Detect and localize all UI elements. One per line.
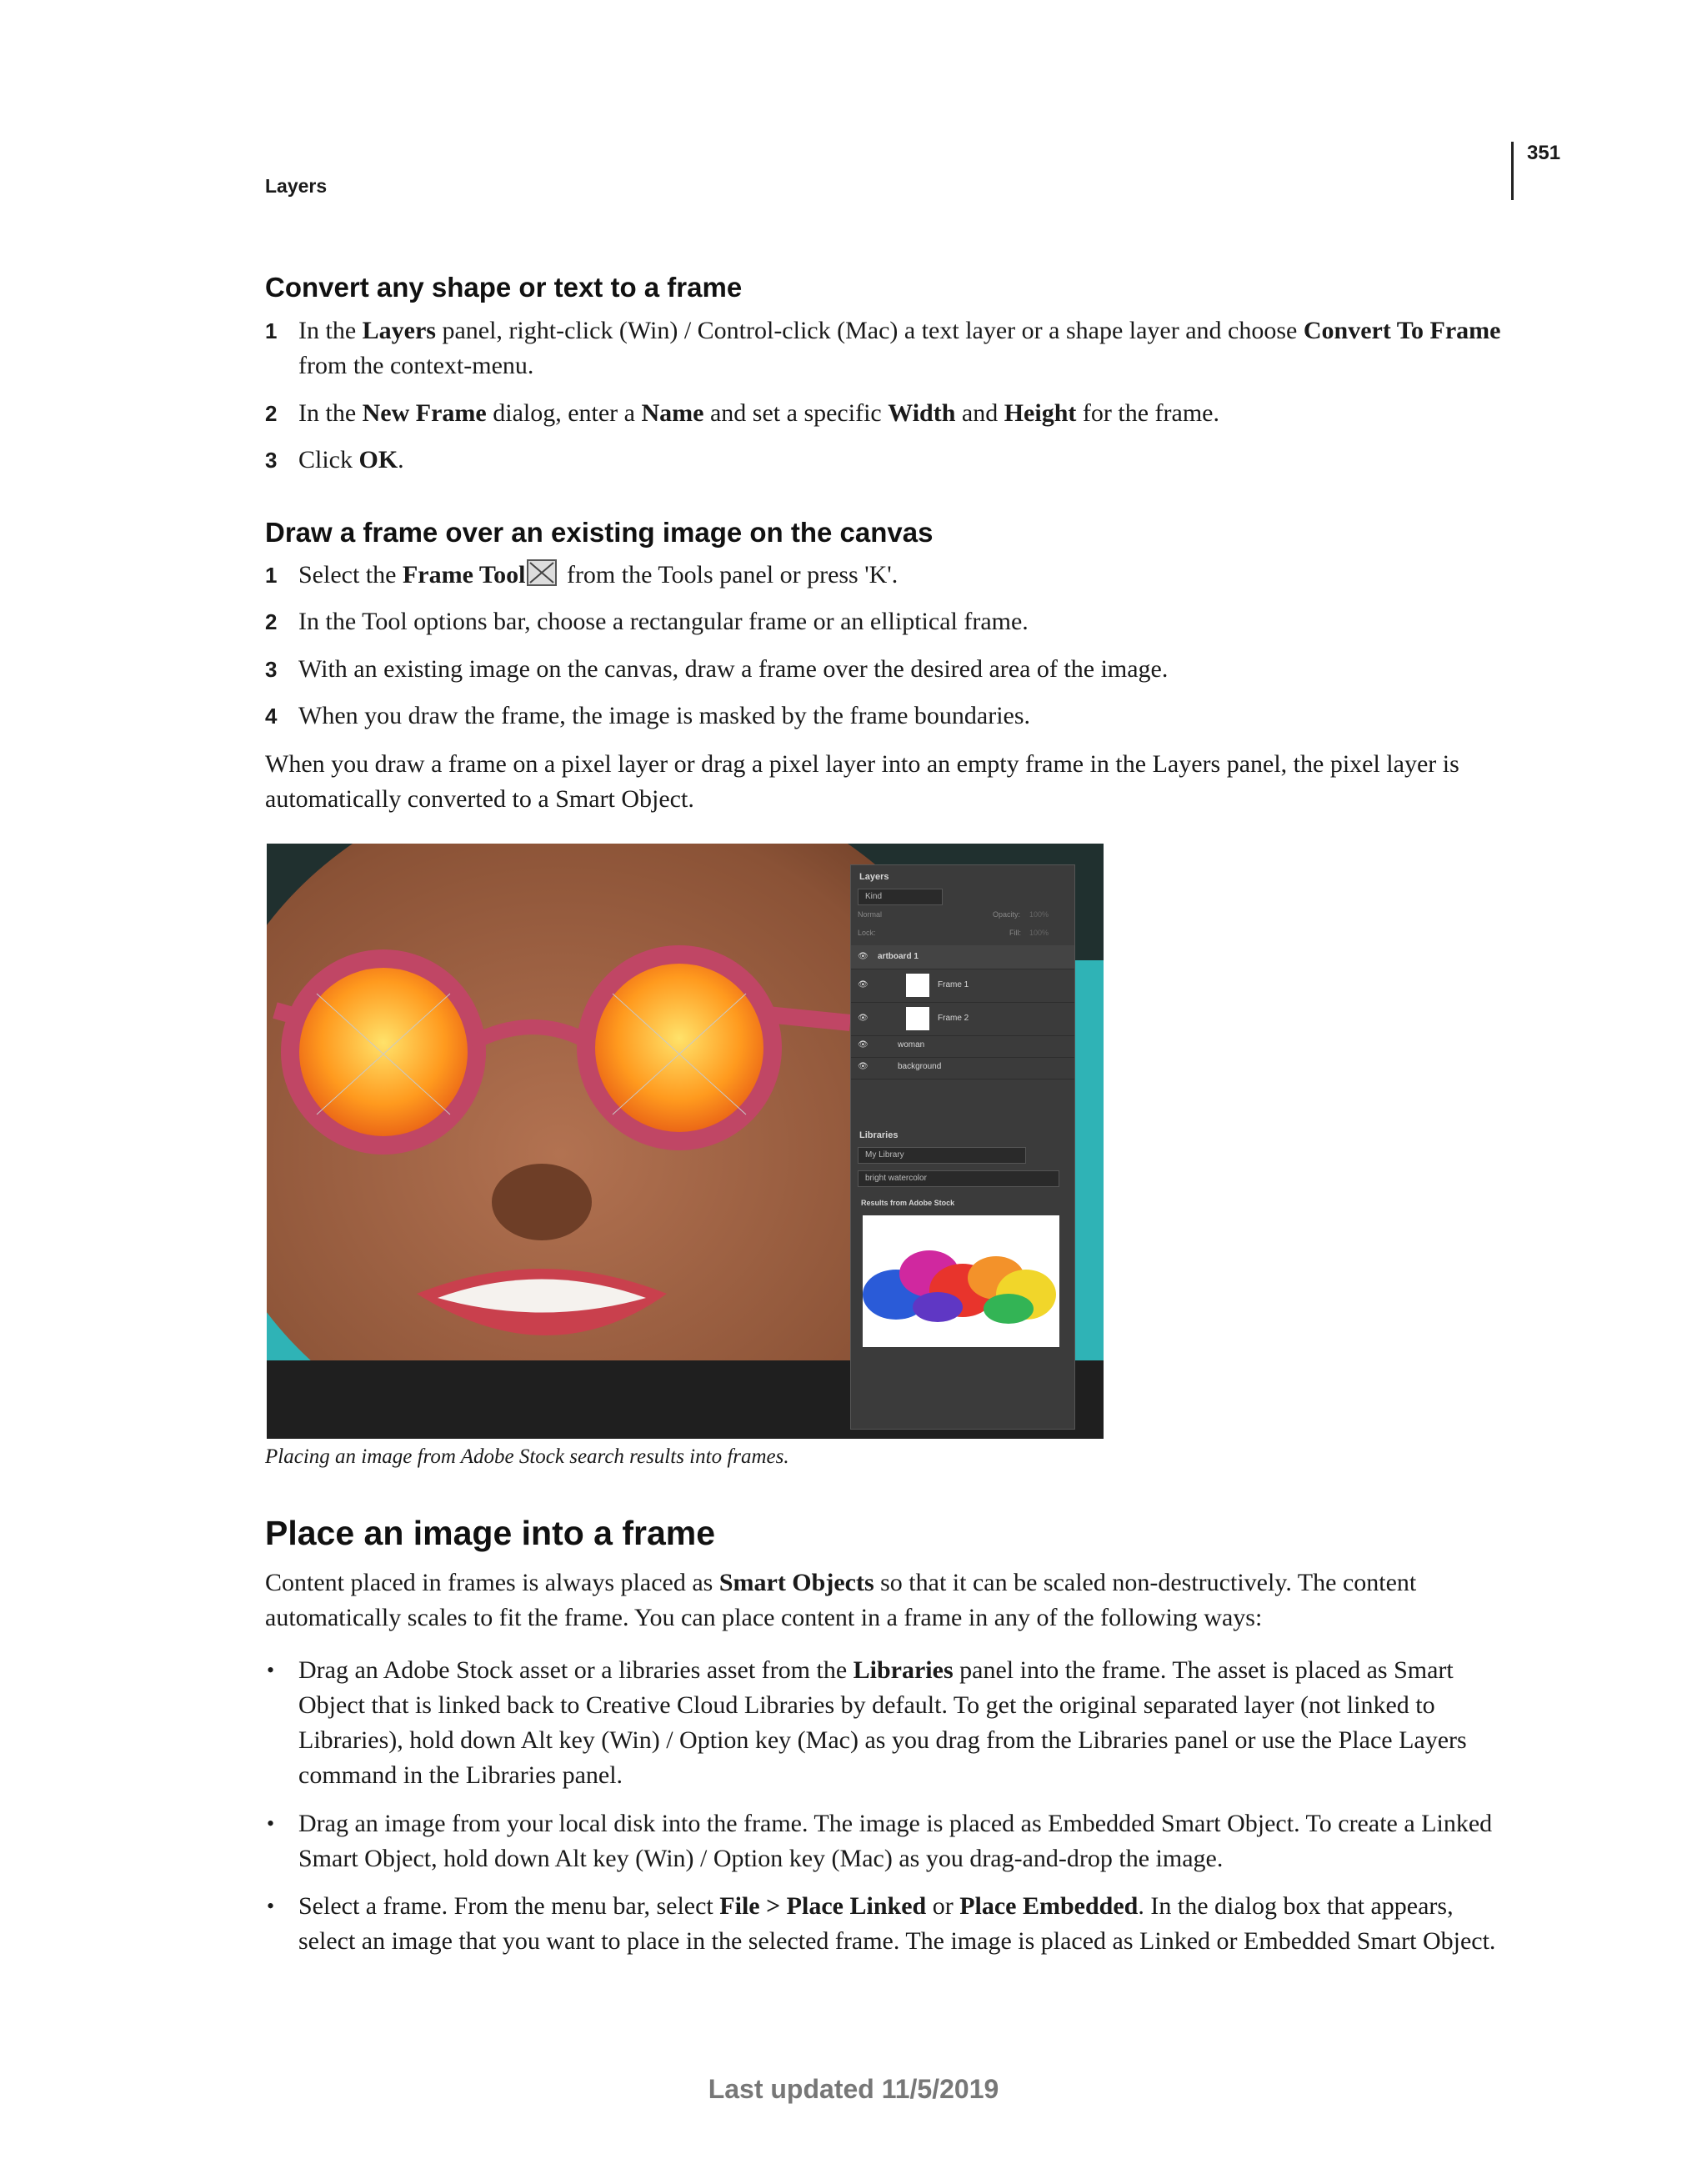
step-number: 1: [265, 318, 278, 343]
screenshot-figure: [267, 844, 1104, 1439]
layer-row[interactable]: 👁 background: [851, 1057, 1074, 1079]
smart-object-note: When you draw a frame on a pixel layer or drag a pixel layer into an empty frame in the Layers panel, the pixel layer is automatically converted to a Smart Object.: [265, 750, 1459, 813]
library-select[interactable]: My Library: [858, 1147, 1026, 1164]
place-image-intro: Content placed in frames is always placed as Smart Objects so that it can be scaled non-destructively. The content automatically scales to fit the frame. You can place content in a frame in any of the following ways:: [265, 1569, 1417, 1631]
header-rule: [1511, 142, 1514, 200]
step-number: 3: [265, 657, 278, 682]
blend-mode[interactable]: Normal: [858, 910, 883, 919]
list-item-text: Drag an Adobe Stock asset or a libraries asset from the Libraries panel into the frame. The asset is placed as Smart Object that is linked back to Creative Cloud Libraries by default. To get the original separated layer (not linked to Libraries), hold down Alt key (Win) / Option key (Mac) as you drag from the Libraries panel or use the Place Layers command in the Libraries panel.: [298, 1656, 1467, 1789]
step-text: With an existing image on the canvas, draw a frame over the desired area of the image.: [298, 655, 1169, 683]
step-number: 2: [265, 609, 278, 634]
library-search-input[interactable]: bright watercolor: [858, 1170, 1059, 1187]
kind-filter[interactable]: Kind: [858, 889, 943, 905]
layers-libraries-panel: [850, 864, 1075, 1430]
step-number: 4: [265, 704, 278, 729]
section-heading-place-image: Place an image into a frame: [265, 1514, 716, 1552]
last-updated-footer: Last updated 11/5/2019: [708, 2074, 999, 2104]
list-item-text: Select a frame. From the menu bar, select File > Place Linked or Place Embedded. In the dialog box that appears, select an image that you want to place in the selected frame. The image is placed as Linked or Embedded Smart Object.: [298, 1892, 1496, 1955]
step-text: Select the Frame Tool from the Tools panel or press 'K'.: [298, 561, 899, 589]
opacity-value[interactable]: 100%: [1029, 910, 1049, 919]
libraries-panel-title: Libraries: [859, 1130, 899, 1140]
step-number: 1: [265, 563, 278, 588]
step-number: 2: [265, 401, 278, 426]
page-number: 351: [1527, 142, 1561, 164]
stock-results-label: Results from Adobe Stock: [861, 1199, 955, 1207]
layer-row[interactable]: 👁 artboard 1: [851, 945, 1074, 969]
fill-label: Fill:: [1009, 929, 1021, 937]
step-text: When you draw the frame, the image is masked by the frame boundaries.: [298, 702, 1031, 729]
fill-value[interactable]: 100%: [1029, 929, 1049, 937]
step-text: In the Layers panel, right-click (Win) / Control-click (Mac) a text layer or a shape layer and choose Convert To Frame from the context-menu.: [298, 317, 1501, 379]
step-text: Click OK.: [298, 446, 404, 473]
figure-caption: Placing an image from Adobe Stock search results into frames.: [265, 1445, 789, 1468]
lock-label: Lock:: [858, 929, 876, 937]
bullet-marker: •: [267, 1658, 275, 1682]
layer-row[interactable]: 👁 woman: [851, 1035, 1074, 1058]
step-text: In the New Frame dialog, enter a Name and set a specific Width and Height for the frame.: [298, 399, 1219, 427]
layer-row[interactable]: 👁 Frame 2: [851, 1002, 1074, 1036]
layer-thumbnail: [906, 1007, 929, 1030]
bullet-marker: •: [267, 1894, 275, 1918]
layer-thumbnail: [906, 974, 929, 997]
step-number: 3: [265, 448, 278, 473]
frame-tool-icon: [527, 559, 557, 586]
layers-panel-title: Layers: [859, 872, 889, 882]
section-heading-draw-frame: Draw a frame over an existing image on the canvas: [265, 517, 934, 548]
layer-row[interactable]: 👁 Frame 1: [851, 969, 1074, 1003]
bullet-marker: •: [267, 1811, 275, 1836]
list-item-text: Drag an image from your local disk into the frame. The image is placed as Embedded Smart Object. To create a Linked Smart Object, hold down Alt key (Win) / Option key (Mac) as you drag-and-drop the image.: [298, 1810, 1493, 1872]
section-heading-convert: Convert any shape or text to a frame: [265, 272, 743, 303]
watercolor-thumbnail[interactable]: [863, 1215, 1059, 1347]
running-head: Layers: [265, 175, 328, 197]
opacity-label: Opacity:: [993, 910, 1021, 919]
step-text: In the Tool options bar, choose a rectangular frame or an elliptical frame.: [298, 608, 1029, 635]
